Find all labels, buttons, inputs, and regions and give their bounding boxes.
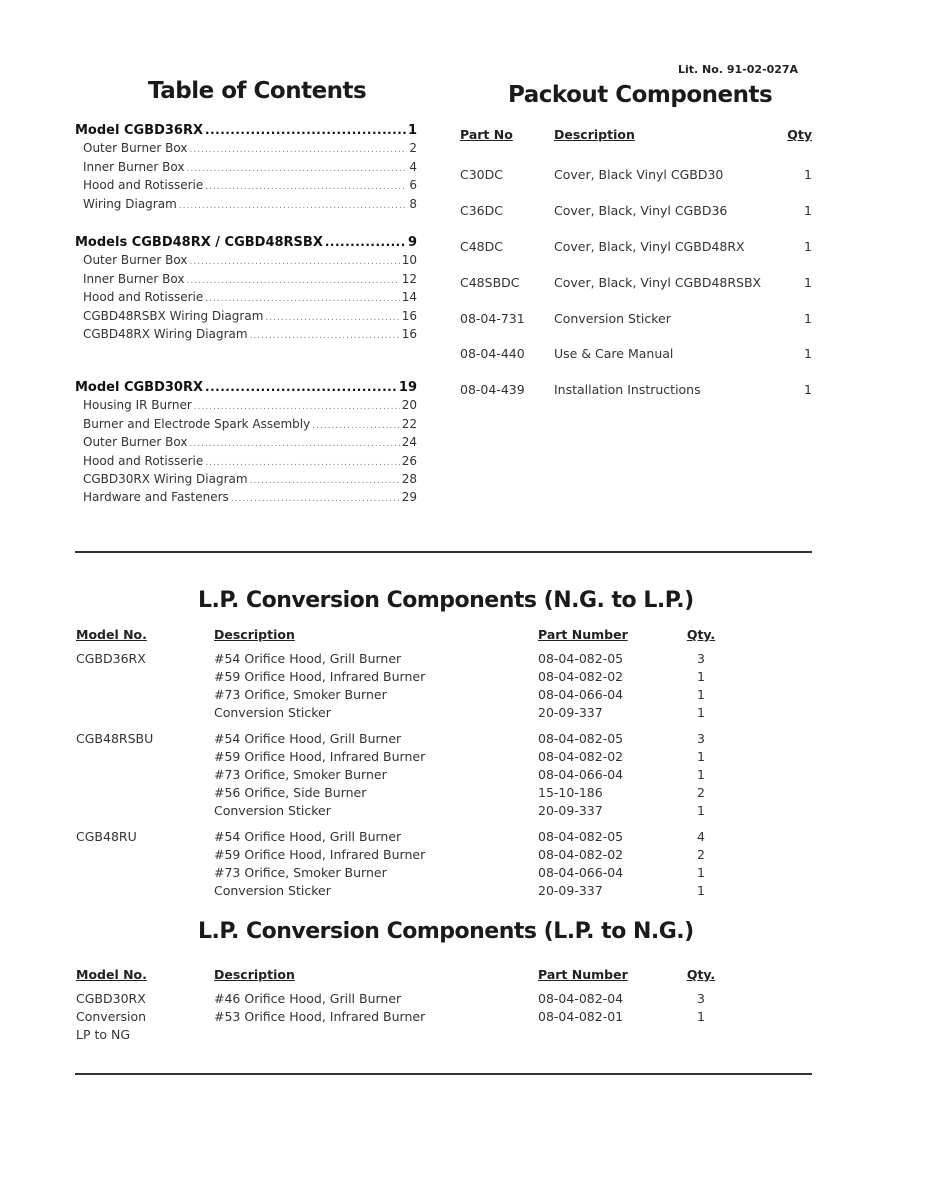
header-row xyxy=(76,967,736,991)
col-model: Model No. xyxy=(76,967,147,982)
toc-item[interactable]: Outer Burner Box ..... 10 xyxy=(75,253,417,271)
toc-item[interactable]: CGBD48RX Wiring Diagram ..... 16 xyxy=(75,327,417,345)
toc-item[interactable]: CGBD48RSBX Wiring Diagram ..... 16 xyxy=(75,309,417,327)
model-note: Conversion xyxy=(76,1009,147,1024)
table-row: 08-04-440 Use & Care Manual 1 xyxy=(460,346,812,362)
col-qty: Qty. xyxy=(686,627,716,642)
table-row: #59 Orifice Hood, Infrared Burner 08-04-082-02 1 xyxy=(214,749,705,764)
table-row: #73 Orifice, Smoker Burner 08-04-066-04 1 xyxy=(214,767,705,782)
toc-item[interactable]: Hardware and Fasteners ..... 29 xyxy=(75,490,417,508)
model-group xyxy=(76,651,736,723)
header-row xyxy=(76,627,736,651)
model-group xyxy=(76,731,736,821)
table-row: C48SBDC Cover, Black, Vinyl CGBD48RSBX 1 xyxy=(460,274,812,290)
ng-to-lp-title: L.P. Conversion Components (N.G. to L.P.) xyxy=(198,588,694,613)
table-row: Conversion Sticker 20-09-337 1 xyxy=(214,705,705,720)
divider xyxy=(75,1073,812,1075)
table-row: 08-04-439 Installation Instructions 1 xyxy=(460,382,812,398)
ng-to-lp-table xyxy=(76,627,736,909)
toc-section-1 xyxy=(75,123,417,215)
table-row: C36DC Cover, Black, Vinyl CGBD36 1 xyxy=(460,203,812,219)
table-row: #46 Orifice Hood, Grill Burner 08-04-082-04 3 xyxy=(214,991,705,1006)
toc-item[interactable]: Hood and Rotisserie ..... 6 xyxy=(75,178,417,196)
col-qty: Qty. xyxy=(686,967,716,982)
table-row: C30DC Cover, Black Vinyl CGBD30 1 xyxy=(460,167,812,183)
toc-title: Table of Contents xyxy=(148,78,367,104)
table-row: #73 Orifice, Smoker Burner 08-04-066-04 1 xyxy=(214,687,705,702)
divider xyxy=(75,551,812,553)
packout-table xyxy=(460,127,812,408)
lp-to-ng-title: L.P. Conversion Components (L.P. to N.G.) xyxy=(198,919,694,944)
col-part-number: Part Number xyxy=(538,627,628,642)
model-group xyxy=(76,829,736,901)
table-row: #59 Orifice Hood, Infrared Burner 08-04-082-02 1 xyxy=(214,669,705,684)
toc-item[interactable]: Hood and Rotisserie ..... 26 xyxy=(75,454,417,472)
table-row: #56 Orifice, Side Burner 15-10-186 2 xyxy=(214,785,705,800)
col-description: Description xyxy=(554,127,635,142)
toc-heading[interactable]: Models CGBD48RX / CGBD48RSBX ..... 9 xyxy=(75,235,417,253)
toc-item[interactable]: Outer Burner Box ..... 2 xyxy=(75,141,417,159)
lp-to-ng-table xyxy=(76,967,736,1053)
table-row: #54 Orifice Hood, Grill Burner 08-04-082-05 3 xyxy=(214,731,705,746)
toc-item[interactable]: Burner and Electrode Spark Assembly ..... 22 xyxy=(75,417,417,435)
table-row: #53 Orifice Hood, Infrared Burner 08-04-082-01 1 xyxy=(214,1009,705,1024)
model-no: CGB48RSBU xyxy=(76,731,154,746)
col-part-no: Part No xyxy=(460,127,513,142)
literature-number: Lit. No. 91-02-027A xyxy=(678,63,799,76)
toc-item[interactable]: Inner Burner Box ..... 12 xyxy=(75,272,417,290)
model-no: CGB48RU xyxy=(76,829,137,844)
model-group xyxy=(76,991,736,1045)
model-no: CGBD36RX xyxy=(76,651,146,666)
table-row: Conversion Sticker 20-09-337 1 xyxy=(214,803,705,818)
table-row: C48DC Cover, Black, Vinyl CGBD48RX 1 xyxy=(460,238,812,254)
table-row: #54 Orifice Hood, Grill Burner 08-04-082-05 3 xyxy=(214,651,705,666)
toc-heading[interactable]: Model CGBD30RX ..... 19 xyxy=(75,380,417,398)
col-qty: Qty xyxy=(787,127,812,142)
toc-item[interactable]: Hood and Rotisserie ..... 14 xyxy=(75,290,417,308)
toc-item[interactable]: Housing IR Burner ..... 20 xyxy=(75,398,417,416)
packout-header-row xyxy=(460,127,812,157)
col-model: Model No. xyxy=(76,627,147,642)
col-description: Description xyxy=(214,967,295,982)
table-row: #59 Orifice Hood, Infrared Burner 08-04-082-02 2 xyxy=(214,847,705,862)
toc-item[interactable]: CGBD30RX Wiring Diagram ..... 28 xyxy=(75,472,417,490)
toc-item[interactable]: Wiring Diagram ..... 8 xyxy=(75,197,417,215)
table-row: 08-04-731 Conversion Sticker 1 xyxy=(460,310,812,326)
table-row: #73 Orifice, Smoker Burner 08-04-066-04 1 xyxy=(214,865,705,880)
toc-item[interactable]: Inner Burner Box ..... 4 xyxy=(75,160,417,178)
col-part-number: Part Number xyxy=(538,967,628,982)
table-row: Conversion Sticker 20-09-337 1 xyxy=(214,883,705,898)
toc-item[interactable]: Outer Burner Box ..... 24 xyxy=(75,435,417,453)
model-note: LP to NG xyxy=(76,1027,131,1042)
toc-section-2 xyxy=(75,235,417,345)
model-no: CGBD30RX xyxy=(76,991,146,1006)
toc-heading[interactable]: Model CGBD36RX ..... 1 xyxy=(75,123,417,141)
col-description: Description xyxy=(214,627,295,642)
toc-section-3 xyxy=(75,380,417,509)
table-row: #54 Orifice Hood, Grill Burner 08-04-082-05 4 xyxy=(214,829,705,844)
packout-title: Packout Components xyxy=(508,82,773,108)
